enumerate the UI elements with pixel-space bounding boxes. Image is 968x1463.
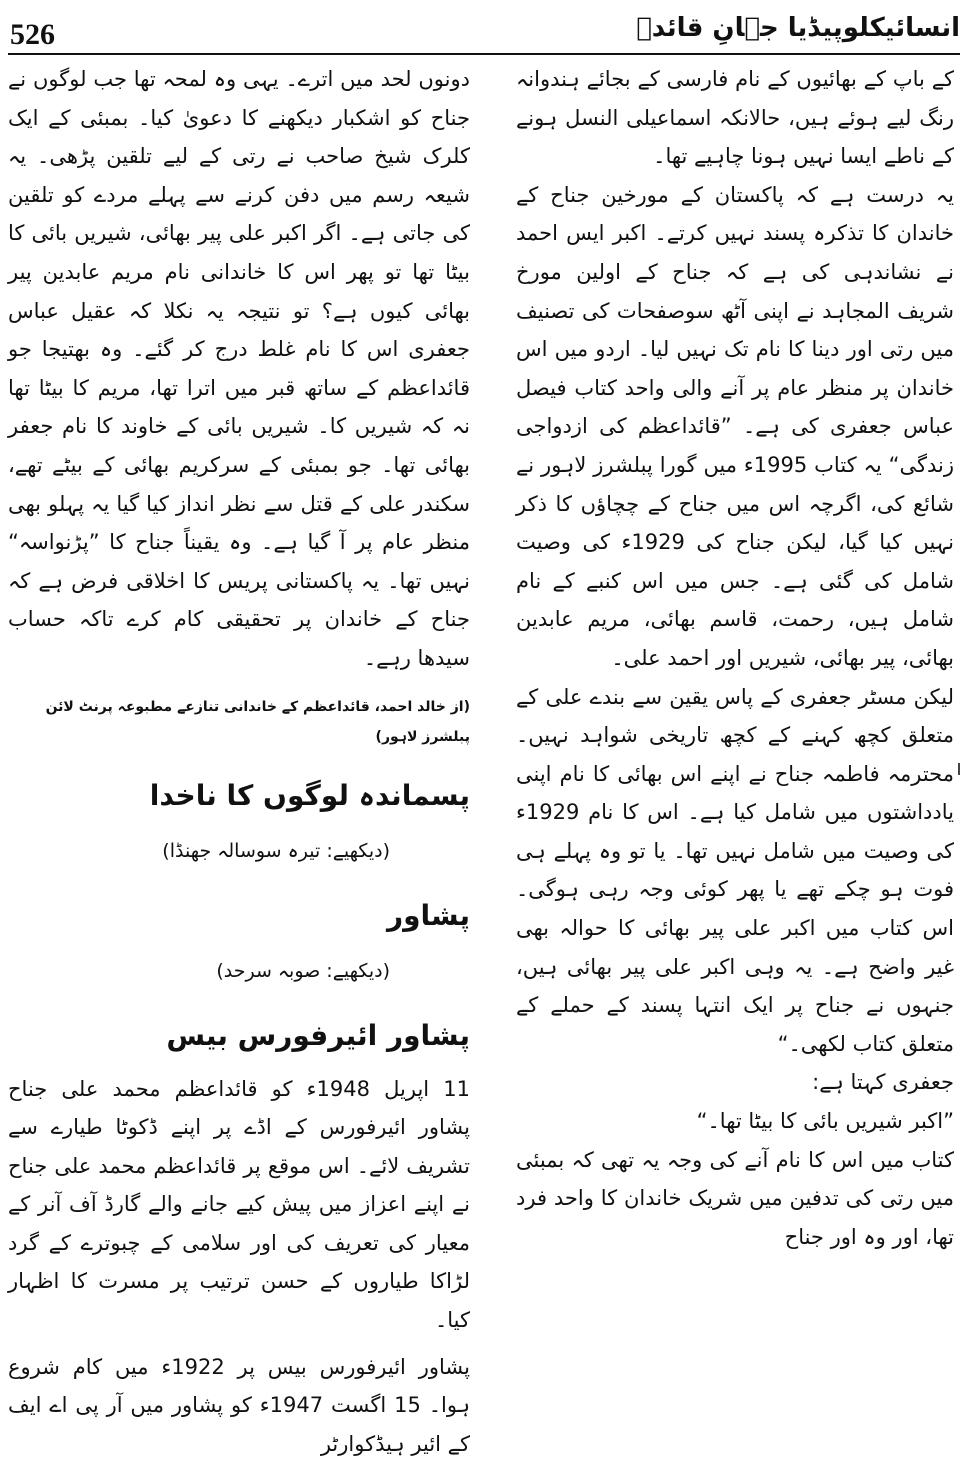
entry-heading: پسماندہ لوگوں کا ناخدا — [149, 778, 470, 812]
right-column — [516, 60, 954, 1256]
margin-mark — [958, 763, 960, 775]
header-rule — [8, 53, 960, 55]
paragraph: یہ درست ہے کہ پاکستان کے مورخین جناح کے خاندان کا تذکرہ پسند نہیں کرتے۔ اکبر ایس احمد نے نشاندہی کی ہے کہ جناح کے اولین مورخ شریف المجاہد نے اپنی آٹھ سوصفحات کی تصنیف میں رتی اور دینا کا نام تک نہیں لیا۔ اردو میں اس خاندان پر منظر عام پر آنے والی واحد کتاب فیصل عباس جعفری کی ہے۔ ”قائداعظم کی ازدواجی زندگی“ یہ کتاب 1995ء میں گورا پبلشرز لاہور نے شائع کی، اگرچہ اس میں جناح کے چچاؤں کا ذکر نہیں کیا گیا، لیکن جناح کی 1929ء کی وصیت شامل کی گئی ہے۔ جس میں اس کنبے کے نام شامل ہیں، رحمت، قاسم بھائی، مریم عابدین بھائی، پیر بھائی، شیریں اور احمد علی۔ — [516, 182, 955, 670]
see-also-reference: (دیکھیے: صوبہ سرحد) — [216, 959, 390, 982]
entry-heading: پشاور ائیرفورس بیس — [166, 1018, 470, 1052]
entry-heading: پشاور — [386, 898, 470, 932]
page-number: 526 — [10, 18, 55, 51]
paragraph: جعفری کہتا ہے: — [812, 1070, 954, 1095]
paragraph: کتاب میں اس کا نام آنے کی وجہ یہ تھی کہ بمبئی میں رتی کی تدفین میں شریک خاندان کا واحد فرد تھا، اور وہ اور جناح — [516, 1147, 954, 1249]
running-title: انسائیکلوپیڈیا جہانِ قائدؒ — [636, 13, 960, 43]
paragraph: 11 اپریل 1948ء کو قائداعظم محمد علی جناح پشاور ائیرفورس کے اڈے پر اپنے ڈکوٹا طیارے سے تشریف لائے۔ اس موقع پر قائداعظم محمد علی جناح نے اپنے اعزاز میں پیش کیے جانے والے گارڈ آف آنر کے معیار کی تعریف کی اور سلامی کے چبوترے کے گرد لڑاکا طیاروں کے حسن ترتیب پر مسرت کا اظہار کیا۔ — [8, 1076, 470, 1333]
paragraph: کے باپ کے بھائیوں کے نام فارسی کے بجائے ہندوانہ رنگ لیے ہوئے ہیں، حالانکہ اسماعیلی النسل ہونے کے ناطے ایسا نہیں ہونا چاہیے تھا۔ — [516, 67, 954, 169]
citation: (از خالد احمد، قائداعظم کے خاندانی تنازعے مطبوعہ پرنٹ لائن پبلشرز لاہور) — [45, 698, 470, 745]
paragraph: لیکن مسٹر جعفری کے پاس یقین سے بندے علی کے متعلق کچھ کہنے کے کچھ تاریخی شواہد نہیں۔ محترمہ فاطمہ جناح نے اپنے اس بھائی کا نام اپنی یادداشتوں میں شامل کیا ہے۔ اس کا نام 1929ء کی وصیت میں شامل نہیں تھا۔ یا تو وہ پہلے ہی فوت ہو چکے تھے یا پھر کوئی وجہ رہی ہوگی۔ اس کتاب میں اکبر علی پیر بھائی کا حوالہ بھی غیر واضح ہے۔ یہ وہی اکبر علی پیر بھائی ہیں، جنہوں نے جناح پر ایک انتہا پسند کے حملے کے متعلق کتاب لکھی۔“ — [516, 684, 954, 1056]
quote: ”اکبر شیریں بائی کا بیٹا تھا۔“ — [696, 1109, 954, 1134]
paragraph: پشاور ائیرفورس بیس پر 1922ء میں کام شروع ہوا۔ 15 اگست 1947ء کو پشاور میں آر پی اے ایف کے ائیر ہیڈکوارٹر — [8, 1354, 470, 1456]
paragraph-spacer — [8, 1340, 470, 1348]
paragraph: دونوں لحد میں اترے۔ یہی وہ لمحہ تھا جب لوگوں نے جناح کو اشکبار دیکھنے کا دعویٰ کیا۔ بمبئی کے ایک کلرک شیخ صاحب نے رتی کے لیے تلقین پڑھی۔ یہ شیعہ رسم میں دفن کرنے سے پہلے مردے کو تلقین کی جاتی ہے۔ اگر اکبر علی پیر بھائی، شیریں بائی کا بیٹا تھا تو پھر اس کا خاندانی نام مریم عابدین پیر بھائی کیوں ہے؟ تو نتیجہ یہ نکلا کہ عقیل عباس جعفری اس کا نام غلط درج کر گئے۔ وہ بھتیجا جو قائداعظم کے ساتھ قبر میں اترا تھا، مریم کا بیٹا تھا نہ کہ شیریں کا۔ شیریں بائی کے خاوند کا نام جعفر بھائی تھا۔ جو بمبئی کے سرکریم بھائی کے بیٹے تھے، سکندر علی کے قتل سے نظر انداز کیا گیا یہ پہلو بھی منظر عام پر آ گیا ہے۔ وہ یقیناً جناح کا ”پڑنواسہ“ نہیں تھا۔ یہ پاکستانی پریس کا اخلاقی فرض ہے کہ جناح کے خاندان پر تحقیقی کام کرے تاکہ حساب سیدھا رہے۔ — [8, 67, 470, 670]
left-column — [8, 60, 470, 1463]
see-also-reference: (دیکھیے: تیرہ سوسالہ جھنڈا) — [162, 839, 390, 862]
